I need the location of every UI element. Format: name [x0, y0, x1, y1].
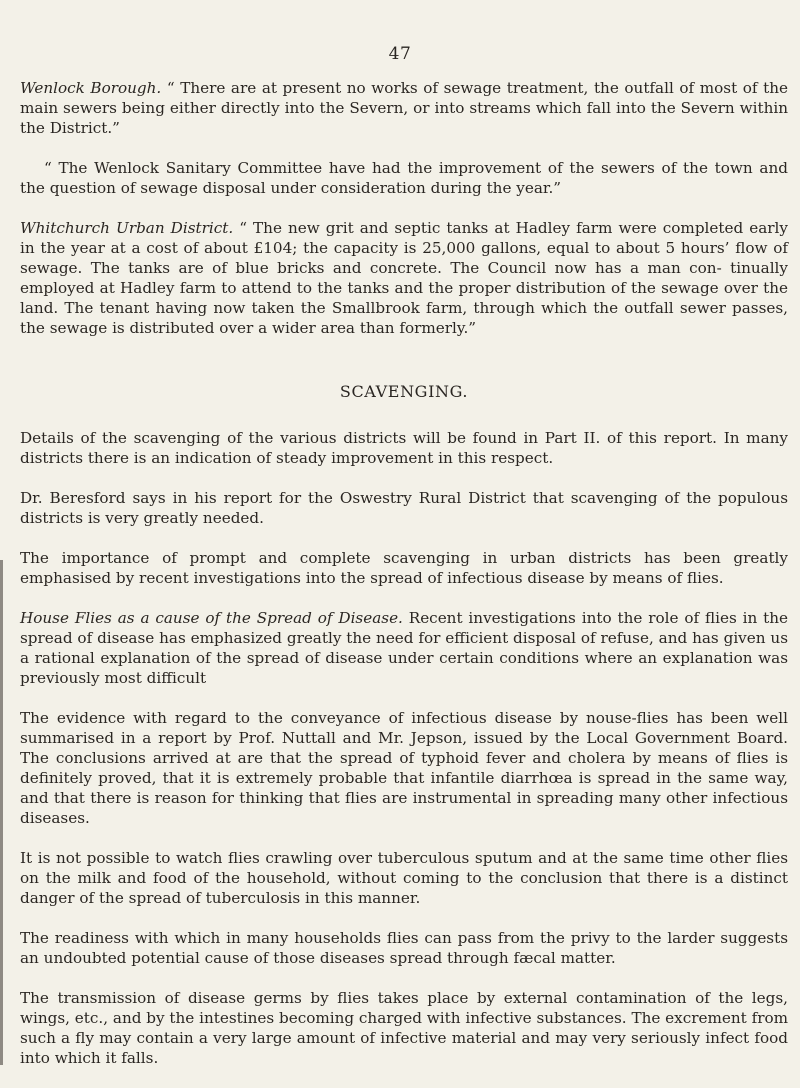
- paragraph-text: The readiness with which in many households flies can pass from the privy to the larder suggests an undoubted potential cause of those diseases spread through fæcal matter.: [20, 929, 788, 967]
- paragraph-whitchurch: [20, 218, 788, 338]
- paragraph-lead: Whitchurch Urban District.: [20, 219, 234, 237]
- paragraph-text: The transmission of disease germs by flies takes place by external contamination of the legs, wings, etc., and by the intestines becoming charged with infective substances. The excrement from such a fly may contain a very large amount of infective material and may very seriously infect food into which it falls.: [20, 989, 789, 1067]
- paragraph-text: “ The new grit and septic tanks at Hadley farm were completed early in the year at a cost of about £104; the capacity is 25,000 gallons, equal to about 5 hours’ flow of sewage. The tanks are of blue bricks and concrete. The Council now has a man con- tinually employed at Hadley farm to attend to the tanks and the proper distribution of the sewage over the land. The tenant having now taken the Smallbrook farm, through which the outfall sewer passes, the sewage is distributed over a wider area than formerly.”: [20, 219, 788, 337]
- scan-edge-shadow: [0, 560, 3, 1065]
- paragraph-wenlock-borough: [20, 78, 788, 138]
- paragraph-text: It is not possible to watch flies crawling over tuberculous sputum and at the same time other flies on the milk and food of the household, without coming to the conclusion that there is a distinct danger of the spread of tuberculosis in this manner.: [20, 849, 788, 907]
- paragraph-lead: Wenlock Borough.: [20, 79, 162, 97]
- paragraph-text: Dr. Beresford says in his report for the Oswestry Rural District that scavenging of the populous districts is very greatly needed.: [20, 489, 788, 527]
- paragraph-text: The evidence with regard to the conveyance of infectious disease by nouse-flies has been well summarised in a report by Prof. Nuttall and Mr. Jepson, issued by the Local Government Board. The conclusions arrived at are that the spread of typhoid fever and cholera by means of flies is definitely proved, that it is extremely probable that infantile diarrhœa is spread in the same way, and that there is reason for thinking that flies are instrumental in spreading many other infectious diseases.: [20, 709, 788, 827]
- paragraph-scavenging-details: [20, 428, 788, 468]
- paragraph-readiness: [20, 928, 788, 968]
- paragraph-text: Recent investigations into the role of flies in the spread of disease has emphasized greatly the need for efficient disposal of refuse, and has given us a rational explanation of the spread of disease under certain conditions where an explanation was previously most difficult: [20, 609, 788, 687]
- section-heading-scavenging: SCAVENGING.: [339, 382, 469, 401]
- body-text: [20, 78, 788, 1088]
- paragraph-tuberculosis: [20, 848, 788, 908]
- paragraph-text: Details of the scavenging of the various districts will be found in Part II. of this report. In many districts there is an indication of steady improvement in this respect.: [20, 429, 788, 467]
- page-number: 47: [388, 44, 412, 64]
- paragraph-beresford: [20, 488, 788, 528]
- paragraph-importance: [20, 548, 788, 588]
- paragraph-transmission: [20, 988, 788, 1068]
- paragraph-text: The importance of prompt and complete scavenging in urban districts has been greatly emphasised by recent investigations into the spread of infectious disease by means of flies.: [20, 549, 788, 587]
- paragraph-lead: House Flies as a cause of the Spread of Disease.: [20, 609, 403, 627]
- paragraph-evidence: [20, 708, 788, 828]
- paragraph-house-flies: [20, 608, 788, 688]
- paragraph-text: “ The Wenlock Sanitary Committee have had the improvement of the sewers of the town and the question of sewage disposal under consideration during the year.”: [20, 159, 788, 197]
- paragraph-wenlock-committee: [20, 158, 788, 198]
- paragraph-text: “ There are at present no works of sewage treatment, the outfall of most of the main sewers being either directly into the Severn, or into streams which fall into the Severn within the District.”: [20, 79, 789, 137]
